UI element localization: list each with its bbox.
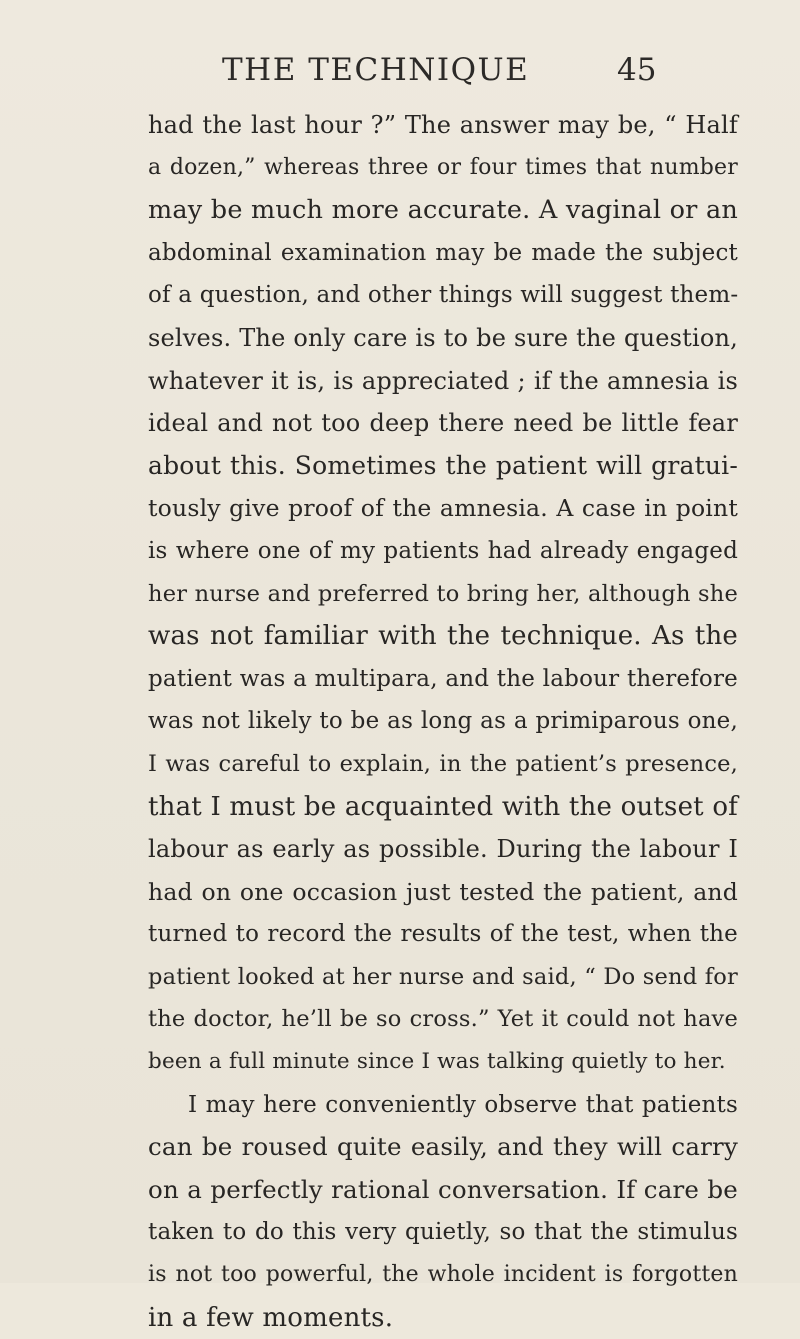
running-header bbox=[0, 52, 800, 92]
text-line: may be much more accurate. A vaginal or an bbox=[148, 195, 738, 226]
text-line: had the last hour ?” The answer may be, “ Half bbox=[148, 111, 738, 139]
page-number: 45 bbox=[617, 52, 657, 88]
text-line: ideal and not too deep there need be little fear bbox=[148, 409, 738, 438]
text-line: is where one of my patients had already engaged bbox=[148, 537, 738, 564]
text-line: taken to do this very quietly, so that the stimulus bbox=[148, 1219, 738, 1246]
text-line: patient looked at her nurse and said, “ Do send for bbox=[148, 963, 738, 990]
text-line: on a perfectly rational conversation. If care be bbox=[148, 1174, 738, 1204]
text-line: been a full minute since I was talking quietly to her. bbox=[148, 1049, 726, 1075]
text-line: of a question, and other things will suggest them- bbox=[148, 282, 739, 309]
text-line: the doctor, he’ll be so cross.” Yet it could not have bbox=[148, 1006, 738, 1033]
text-line: in a few moments. bbox=[148, 1302, 394, 1333]
body-text bbox=[148, 104, 738, 1339]
text-line: a dozen,” whereas three or four times that number bbox=[148, 154, 738, 180]
text-line: is not too powerful, the whole incident is forgotten bbox=[148, 1262, 738, 1288]
text-line: was not familiar with the technique. As the bbox=[148, 621, 738, 652]
text-line: that I must be acquainted with the outset of bbox=[148, 791, 738, 822]
text-line: I may here conveniently observe that patients bbox=[188, 1091, 738, 1118]
text-line: about this. Sometimes the patient will gratui- bbox=[148, 450, 738, 480]
text-line: abdominal examination may be made the subject bbox=[148, 239, 738, 266]
text-line: can be roused quite easily, and they will carry bbox=[148, 1132, 738, 1162]
text-line: labour as early as possible. During the labour I bbox=[148, 835, 738, 864]
text-line: tously give proof of the amnesia. A case in point bbox=[148, 494, 738, 523]
text-line: I was careful to explain, in the patient’s presence, bbox=[148, 750, 738, 777]
text-line: patient was a multipara, and the labour therefore bbox=[148, 665, 738, 692]
text-line: turned to record the results of the test, when the bbox=[148, 921, 738, 948]
text-line: selves. The only care is to be sure the question, bbox=[148, 323, 738, 352]
text-line: had on one occasion just tested the patient, and bbox=[148, 877, 738, 906]
running-title: THE TECHNIQUE bbox=[222, 52, 530, 88]
text-line: her nurse and preferred to bring her, although she bbox=[148, 580, 738, 607]
text-line: was not likely to be as long as a primiparous one, bbox=[148, 708, 738, 735]
text-line: whatever it is, is appreciated ; if the amnesia is bbox=[148, 366, 738, 395]
